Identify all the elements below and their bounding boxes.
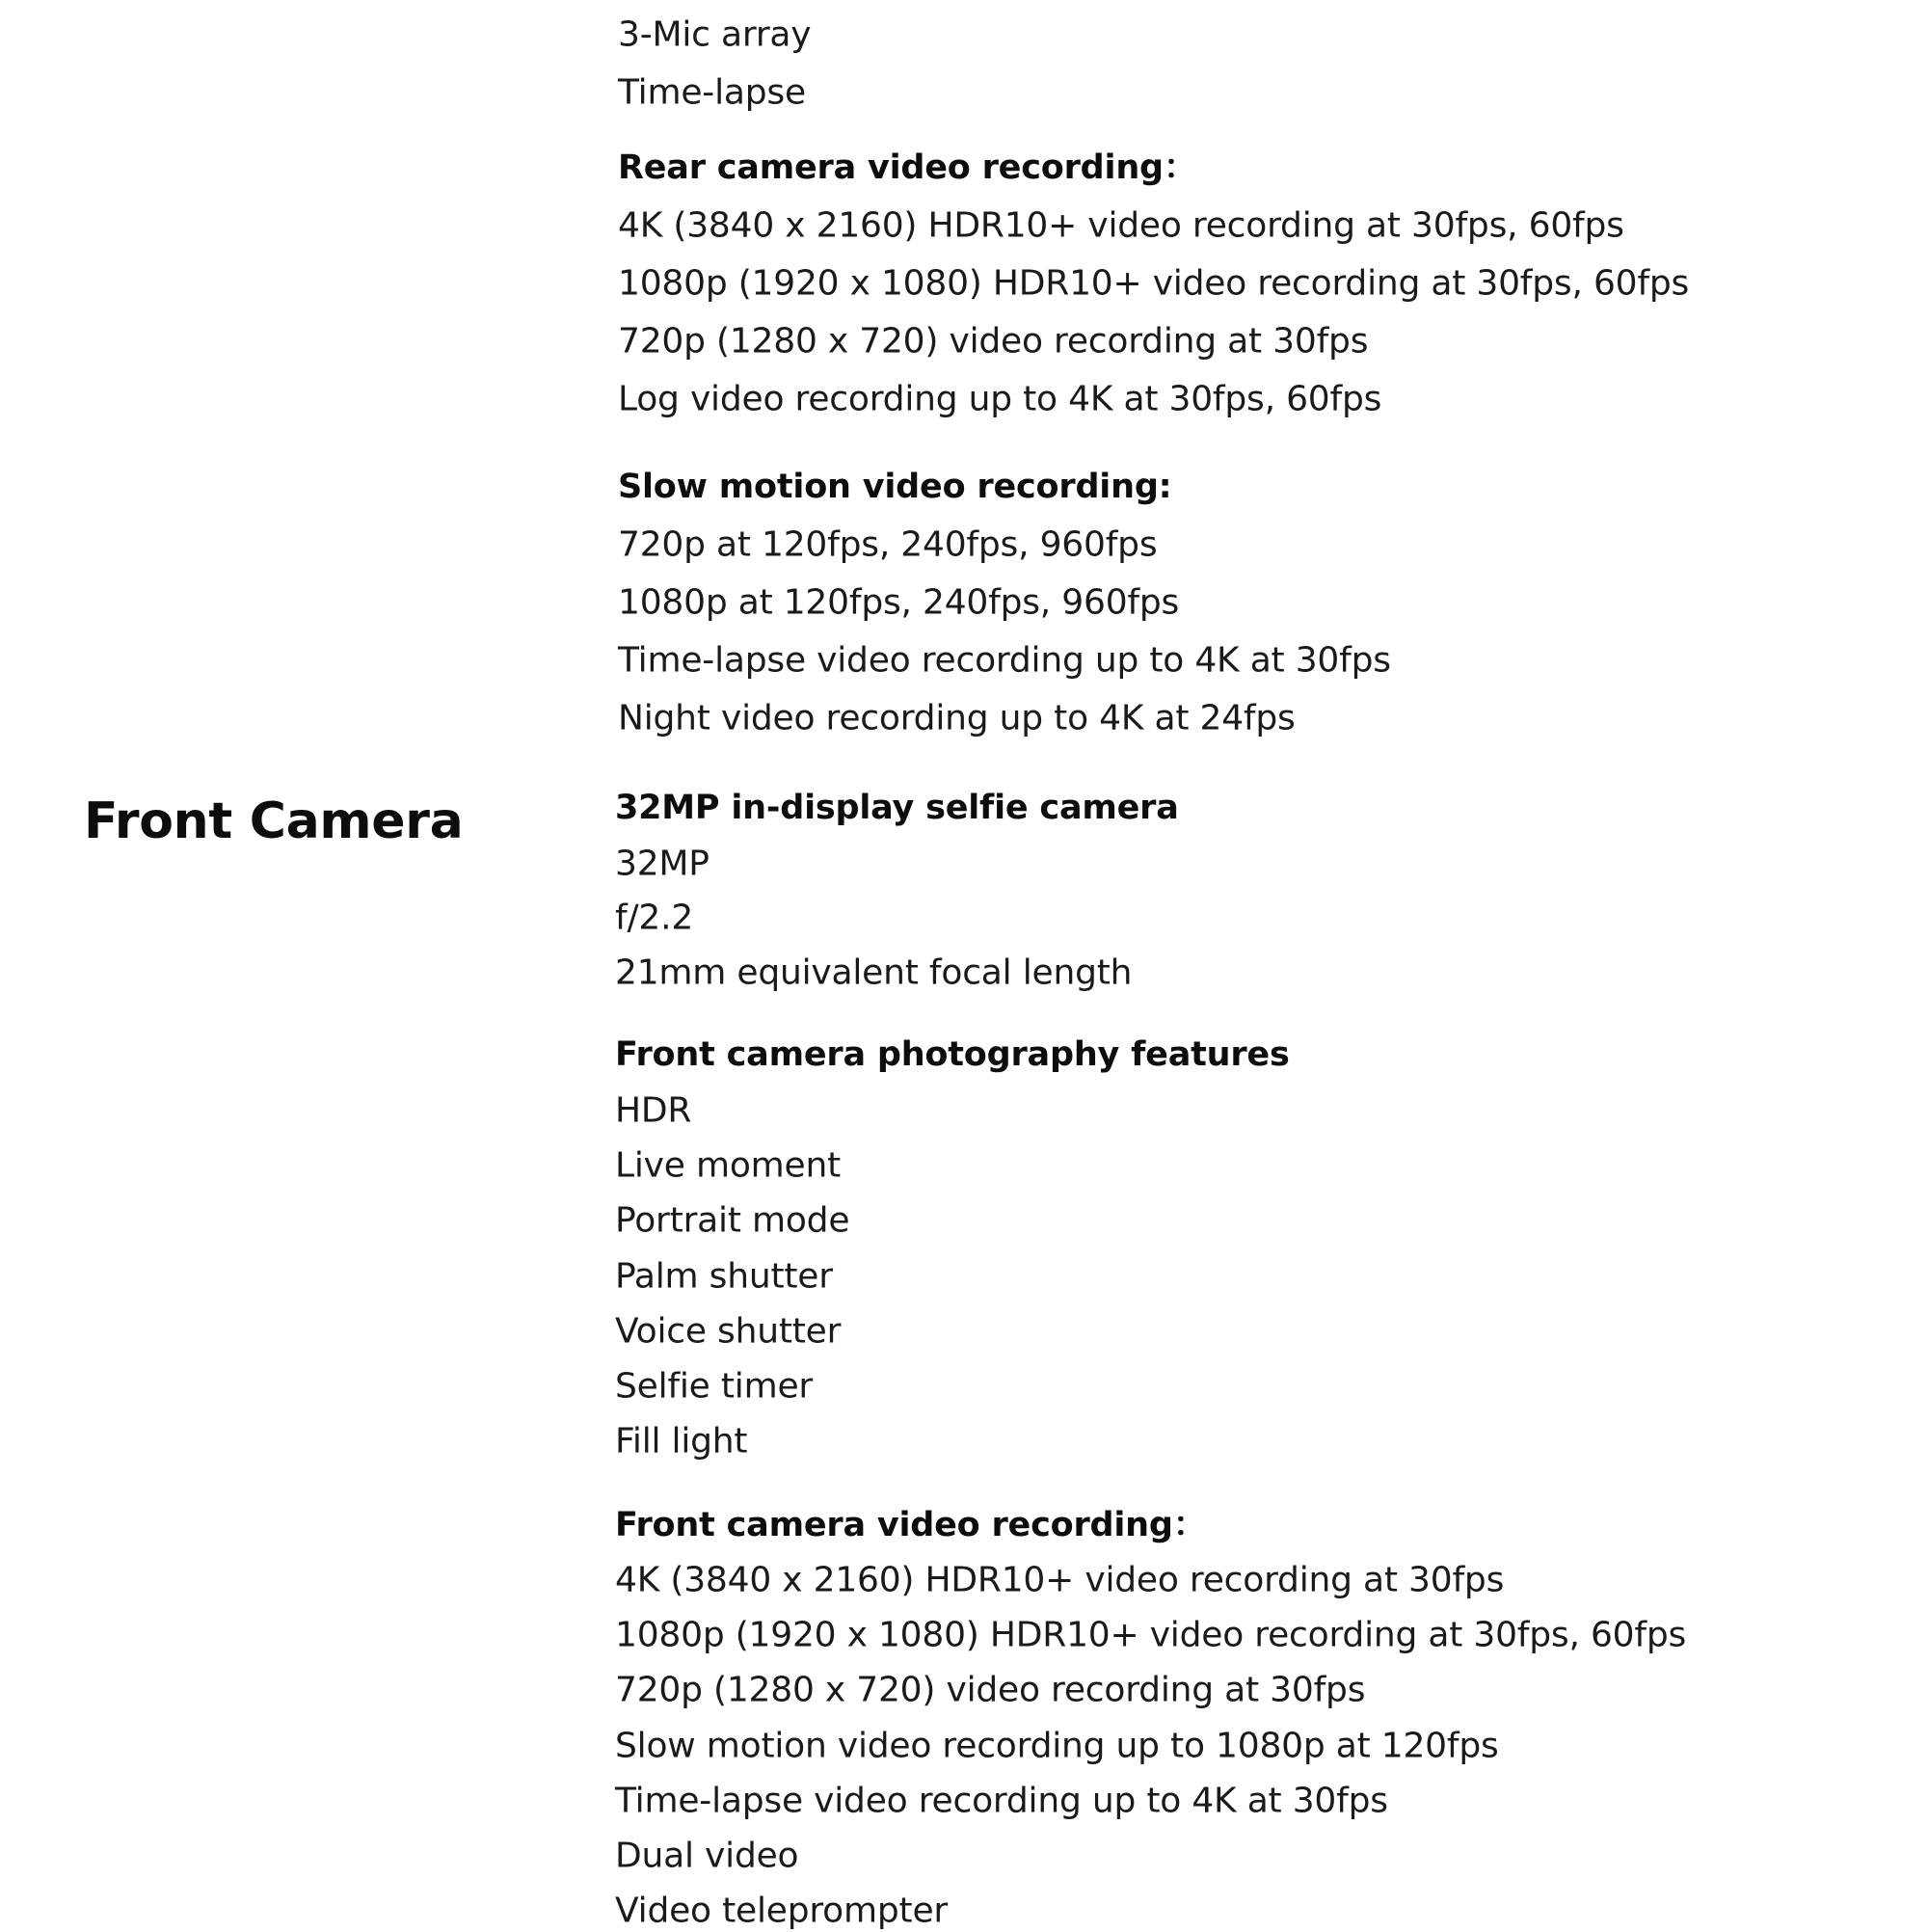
spec-item: 720p (1280 x 720) video recording at 30fps bbox=[618, 321, 1369, 362]
spec-item: HDR bbox=[615, 1090, 692, 1131]
spec-item: 4K (3840 x 2160) HDR10+ video recording at 30fps, 60fps bbox=[618, 205, 1624, 246]
spec-item: Live moment bbox=[615, 1145, 841, 1186]
spec-item: 3-Mic array bbox=[618, 14, 812, 55]
spec-item: Time-lapse video recording up to 4K at 30fps bbox=[618, 640, 1391, 681]
spec-item: Video teleprompter bbox=[615, 1891, 948, 1931]
front-video-heading: Front camera video recording： bbox=[615, 1506, 1207, 1544]
spec-item: Voice shutter bbox=[615, 1311, 842, 1352]
spec-item: f/2.2 bbox=[615, 898, 694, 938]
spec-item: Time-lapse video recording up to 4K at 30fps bbox=[615, 1781, 1388, 1821]
spec-item: Fill light bbox=[615, 1421, 748, 1462]
spec-item: Night video recording up to 4K at 24fps bbox=[618, 698, 1296, 738]
rear-video-heading: Rear camera video recording： bbox=[618, 148, 1197, 187]
spec-item: Selfie timer bbox=[615, 1366, 814, 1407]
spec-item: 4K (3840 x 2160) HDR10+ video recording at 30fps bbox=[615, 1560, 1505, 1600]
spec-item: Time-lapse bbox=[618, 72, 806, 113]
section-title-front-camera: Front Camera bbox=[84, 792, 464, 850]
spec-item: Portrait mode bbox=[615, 1200, 850, 1241]
spec-item: 1080p (1920 x 1080) HDR10+ video recording at 30fps, 60fps bbox=[618, 263, 1690, 304]
spec-item: Log video recording up to 4K at 30fps, 60fps bbox=[618, 379, 1382, 419]
photo-features-heading: Front camera photography features bbox=[615, 1035, 1290, 1074]
spec-item: 32MP bbox=[615, 844, 710, 884]
slow-motion-heading: Slow motion video recording: bbox=[618, 468, 1172, 506]
spec-item: 720p at 120fps, 240fps, 960fps bbox=[618, 524, 1158, 565]
spec-item: 21mm equivalent focal length bbox=[615, 953, 1133, 993]
spec-item: Slow motion video recording up to 1080p at 120fps bbox=[615, 1726, 1499, 1766]
spec-item: Palm shutter bbox=[615, 1256, 833, 1297]
selfie-camera-heading: 32MP in-display selfie camera bbox=[615, 789, 1179, 827]
spec-item: 1080p at 120fps, 240fps, 960fps bbox=[618, 582, 1180, 623]
spec-item: 720p (1280 x 720) video recording at 30fps bbox=[615, 1670, 1366, 1710]
spec-item: 1080p (1920 x 1080) HDR10+ video recording at 30fps, 60fps bbox=[615, 1615, 1687, 1655]
spec-item: Dual video bbox=[615, 1836, 799, 1876]
